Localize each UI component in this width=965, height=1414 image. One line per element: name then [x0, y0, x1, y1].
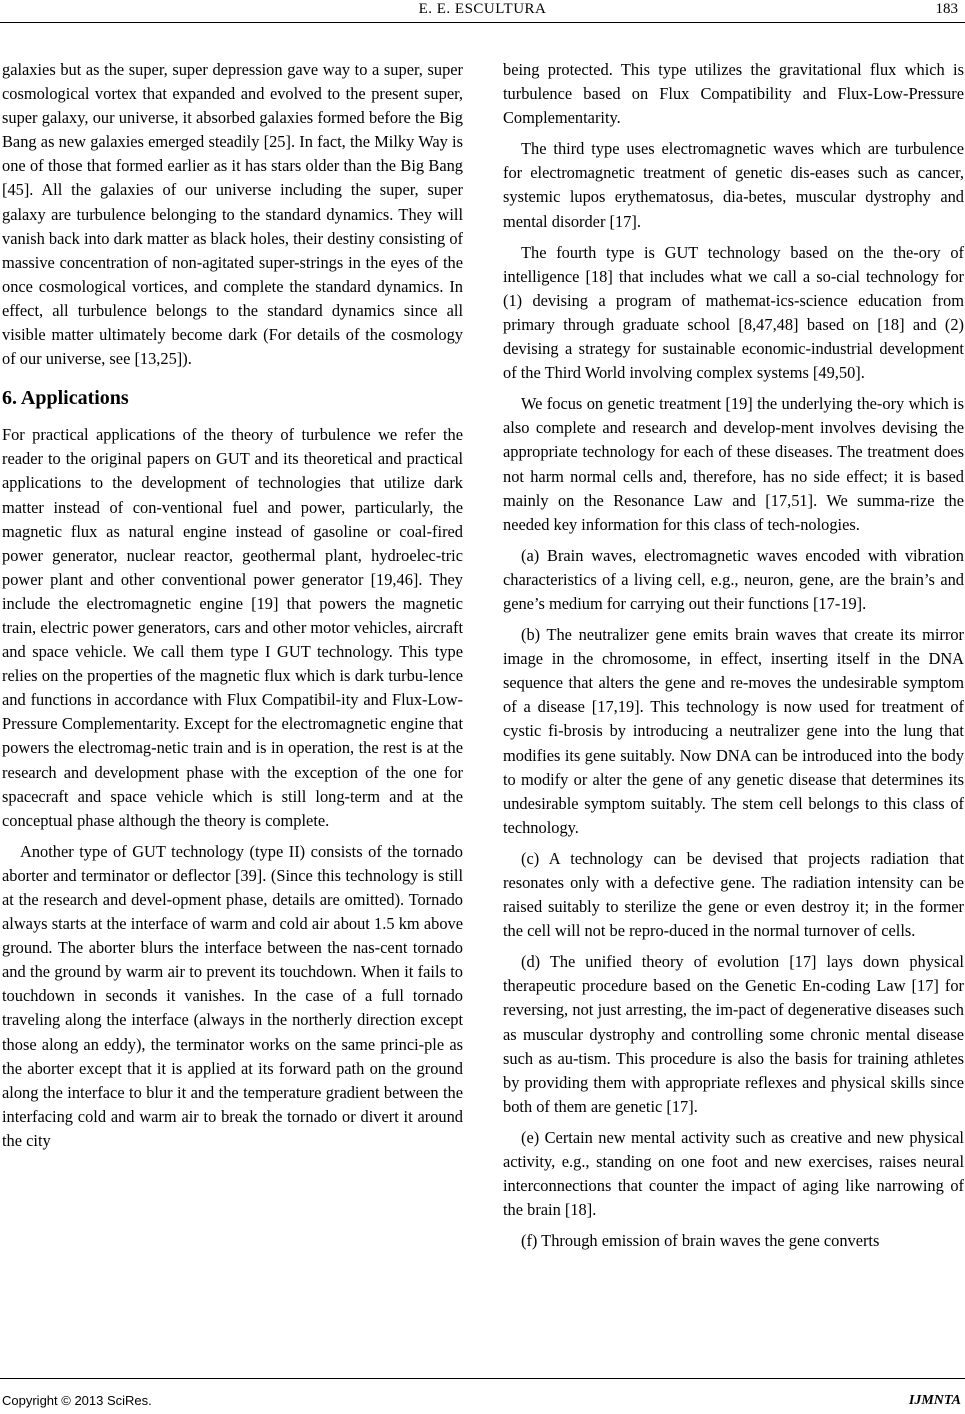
- paragraph: We focus on genetic treatment [19] the underlying the-ory which is also complete and research and develop-ment involves devising the appropriate technology for each of these diseases. The treatment does not harm normal cells and, therefore, has no side effect; it is based mainly on the Resonance Law and [17,51]. We summa-rize the needed key information for this class of tech-nologies.: [503, 394, 964, 534]
- list-item-c: (c) A technology can be devised that projects radiation that resonates only with a defective gene. The radiation intensity can be raised suitably to sterilize the gene or even destroy it; in the former the cell will not be repro-duced in the normal turnover of cells.: [503, 848, 964, 941]
- left-column: [2, 58, 463, 1160]
- section-heading: 6. Applications: [2, 387, 129, 410]
- list-item-e: (e) Certain new mental activity such as creative and new physical activity, e.g., standing on one foot and new exercises, raises neural interconnections that counter the impact of aging like narrowing of the brain [18].: [503, 1127, 964, 1220]
- paragraph: galaxies but as the super, super depression gave way to a super, super cosmological vortex that expanded and evolved to the present super, super galaxy, our universe, it absorbed galaxies formed before the Big Bang as new galaxies emerged steadily [25]. In fact, the Milky Way is one of those that formed earlier as it has stars older than the Big Bang [45]. All the galaxies of our universe including the super, super galaxy are turbulence belonging to the standard dynamics. They will vanish back into dark matter as black holes, their destiny consisting of massive concentration of non-agitated super-strings in the eyes of the once cosmological vortices, and complete the standard dynamics. In effect, all turbulence belongs to the standard dynamics since all visible matter ultimately become dark (For details of the cosmology of our universe, see [13,25]).: [2, 60, 463, 369]
- paragraph: Another type of GUT technology (type II) consists of the tornado aborter and terminator or deflector [39]. (Since this technology is still at the research and devel-opment phase, details are omitted). Tornado always starts at the interface of warm and cold air about 1.5 km above ground. The aborter blurs the interface between the nas-cent tornado and the ground by warm air to prevent its touchdown. When it fails to touchdown in seconds it vanishes. In the case of a full tornado traveling along the interface (always in the northerly direction except those along an eddy), the terminator works on the same princi-ple as the aborter except that it is applied at its forward path on the ground along the interface to blur it and the temperature gradient between the interfacing cold and warm air to break the tornado or divert it around the city: [2, 841, 463, 1150]
- list-item-a: (a) Brain waves, electromagnetic waves encoded with vibration characteristics of a living cell, e.g., neuron, gene, are the brain’s and gene’s medium for carrying out their functions [17-19].: [503, 545, 964, 613]
- paragraph: being protected. This type utilizes the gravitational flux which is turbulence based on Flux Compatibility and Flux-Low-Pressure Complementarity.: [503, 60, 964, 128]
- list-item-b: (b) The neutralizer gene emits brain waves that create its mirror image in the chromosome, in effect, inserting itself in the DNA sequence that alters the gene and re-moves the undesirable symptom of a disease [17,19]. This technology is now used for treatment of cystic fi-brosis by introducing a neutralizer gene into the lung that modifies its gene suitably. Now DNA can be introduced into the body to modify or alter the gene of any genetic disease that determines its undesirable symptom suitably. The stem cell belongs to this class of technology.: [503, 625, 964, 837]
- header-rule: [0, 22, 965, 23]
- running-header-author: E. E. ESCULTURA: [418, 1, 547, 17]
- right-column: [503, 58, 964, 1260]
- list-item-d: (d) The unified theory of evolution [17] lays down physical therapeutic procedure based on the Genetic En-coding Law [17] for reversing, not just arresting, the im-pact of degenerative diseases such as muscular dystrophy and controlling some chronic mental disease such as au-tism. This procedure is also the basis for training athletes by providing them with appropriate reflexes and physical skills since both of them are genetic [17].: [503, 952, 964, 1116]
- paragraph: The third type uses electromagnetic waves which are turbulence for electromagnetic treatment of genetic dis-eases such as cancer, systemic lupos erythematosus, dia-betes, muscular dystrophy and mental disorder [17].: [503, 139, 964, 231]
- paragraph: The fourth type is GUT technology based on the the-ory of intelligence [18] that includes what we call a so-cial technology for (1) devising a program of mathemat-ics-science education from primary through graduate school [8,47,48] based on [18] and (2) devising a strategy for sustainable economic-industrial development of the Third World involving complex systems [49,50].: [503, 242, 964, 383]
- journal-abbreviation: IJMNTA: [908, 1393, 961, 1408]
- footer-rule: [0, 1378, 965, 1379]
- page-number: 183: [935, 1, 958, 17]
- list-item-f: (f) Through emission of brain waves the gene converts: [521, 1231, 880, 1251]
- paragraph: For practical applications of the theory of turbulence we refer the reader to the original papers on GUT and its theoretical and practical applications to the development of technologies that utilize dark matter instead of con-ventional fuel and power, particularly, the magnetic flux as natural engine instead of gasoline or coal-fired power generator, nuclear reactor, geothermal plant, hydroelec-tric power plant and other conventional power generator [19,46]. They include the electromagnetic engine [19] that powers the magnetic train, electric power generators, cars and other motor vehicles, aircraft and space vehicle. We call them type I GUT technology. This type relies on the properties of the magnetic flux which is dark turbu-lence and functions in accordance with Flux Compatibil-ity and Flux-Low-Pressure Complementarity. Except for the electromagnetic engine that powers the electromag-netic train and is in operation, the rest is at the research and development phase with the exception of the one for spacecraft and space vehicle which is still long-term and at the conceptual phase although the theory is complete.: [2, 425, 463, 830]
- copyright-notice: Copyright © 2013 SciRes.: [2, 1393, 152, 1408]
